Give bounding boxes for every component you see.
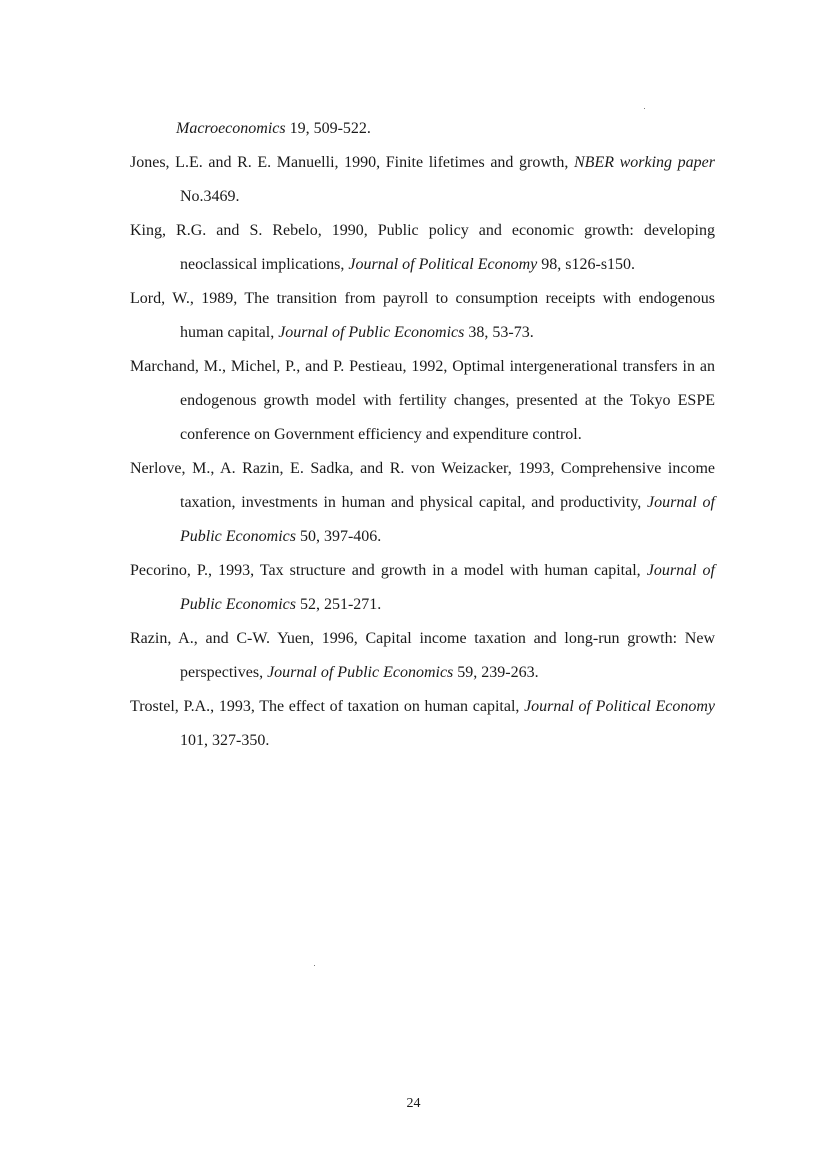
reference-details: 101, 327-350. [180,732,270,749]
reference-text: Nerlove, M., A. Razin, E. Sadka, and R. von Weizacker, 1993, Comprehensive income taxation, investments in human and physical capital, and productivity, [130,460,715,511]
reference-lord [130,282,715,350]
reference-text: Marchand, M., Michel, P., and P. Pestieau, 1992, Optimal intergenerational transfers in an endogenous growth model with fertility changes, presented at the Tokyo ESPE conference on Government efficiency and expenditure control. [130,358,715,443]
reference-marchand [130,350,715,452]
reference-list [130,112,715,758]
reference-details: 19, 509-522. [285,120,371,137]
journal-title: Macroeconomics [176,120,286,137]
reference-text: Razin, A., and C-W. Yuen, 1996, Capital income taxation and long-run growth: New perspectives, [130,630,715,681]
reference-details: 50, 397-406. [295,528,382,545]
reference-details: 52, 251-271. [295,596,382,613]
reference-text: Jones, L.E. and R. E. Manuelli, 1990, Finite lifetimes and growth, [130,154,574,171]
reference-continuation [130,112,715,146]
page-number: 24 [406,1096,421,1111]
journal-title: Journal of Political Economy [348,256,538,273]
reference-trostel [130,690,715,758]
reference-nerlove [130,452,715,554]
reference-razin [130,622,715,690]
reference-jones [130,146,715,214]
scan-speck [314,965,315,966]
journal-title: Journal of Political Economy [524,698,715,715]
journal-title: Journal of Public Economics [180,494,715,545]
reference-details: No.3469. [180,188,240,205]
journal-title: Journal of Public Economics [267,664,454,681]
journal-title: Journal of Public Economics [278,324,465,341]
reference-text: Lord, W., 1989, The transition from payroll to consumption receipts with endogenous human capital, [130,290,715,341]
reference-details: 59, 239-263. [453,664,539,681]
scan-speck [644,108,645,109]
reference-text: King, R.G. and S. Rebelo, 1990, Public policy and economic growth: developing neoclassical implications, [130,222,715,273]
reference-king [130,214,715,282]
journal-title: Journal of Public Economics [180,562,716,613]
reference-details: 38, 53-73. [464,324,534,341]
reference-text: Trostel, P.A., 1993, The effect of taxation on human capital, [130,698,525,715]
reference-details: 98, s126-s150. [537,256,636,273]
reference-text: Pecorino, P., 1993, Tax structure and growth in a model with human capital, [130,562,647,579]
journal-title: NBER working paper [574,154,716,171]
reference-pecorino [130,554,715,622]
